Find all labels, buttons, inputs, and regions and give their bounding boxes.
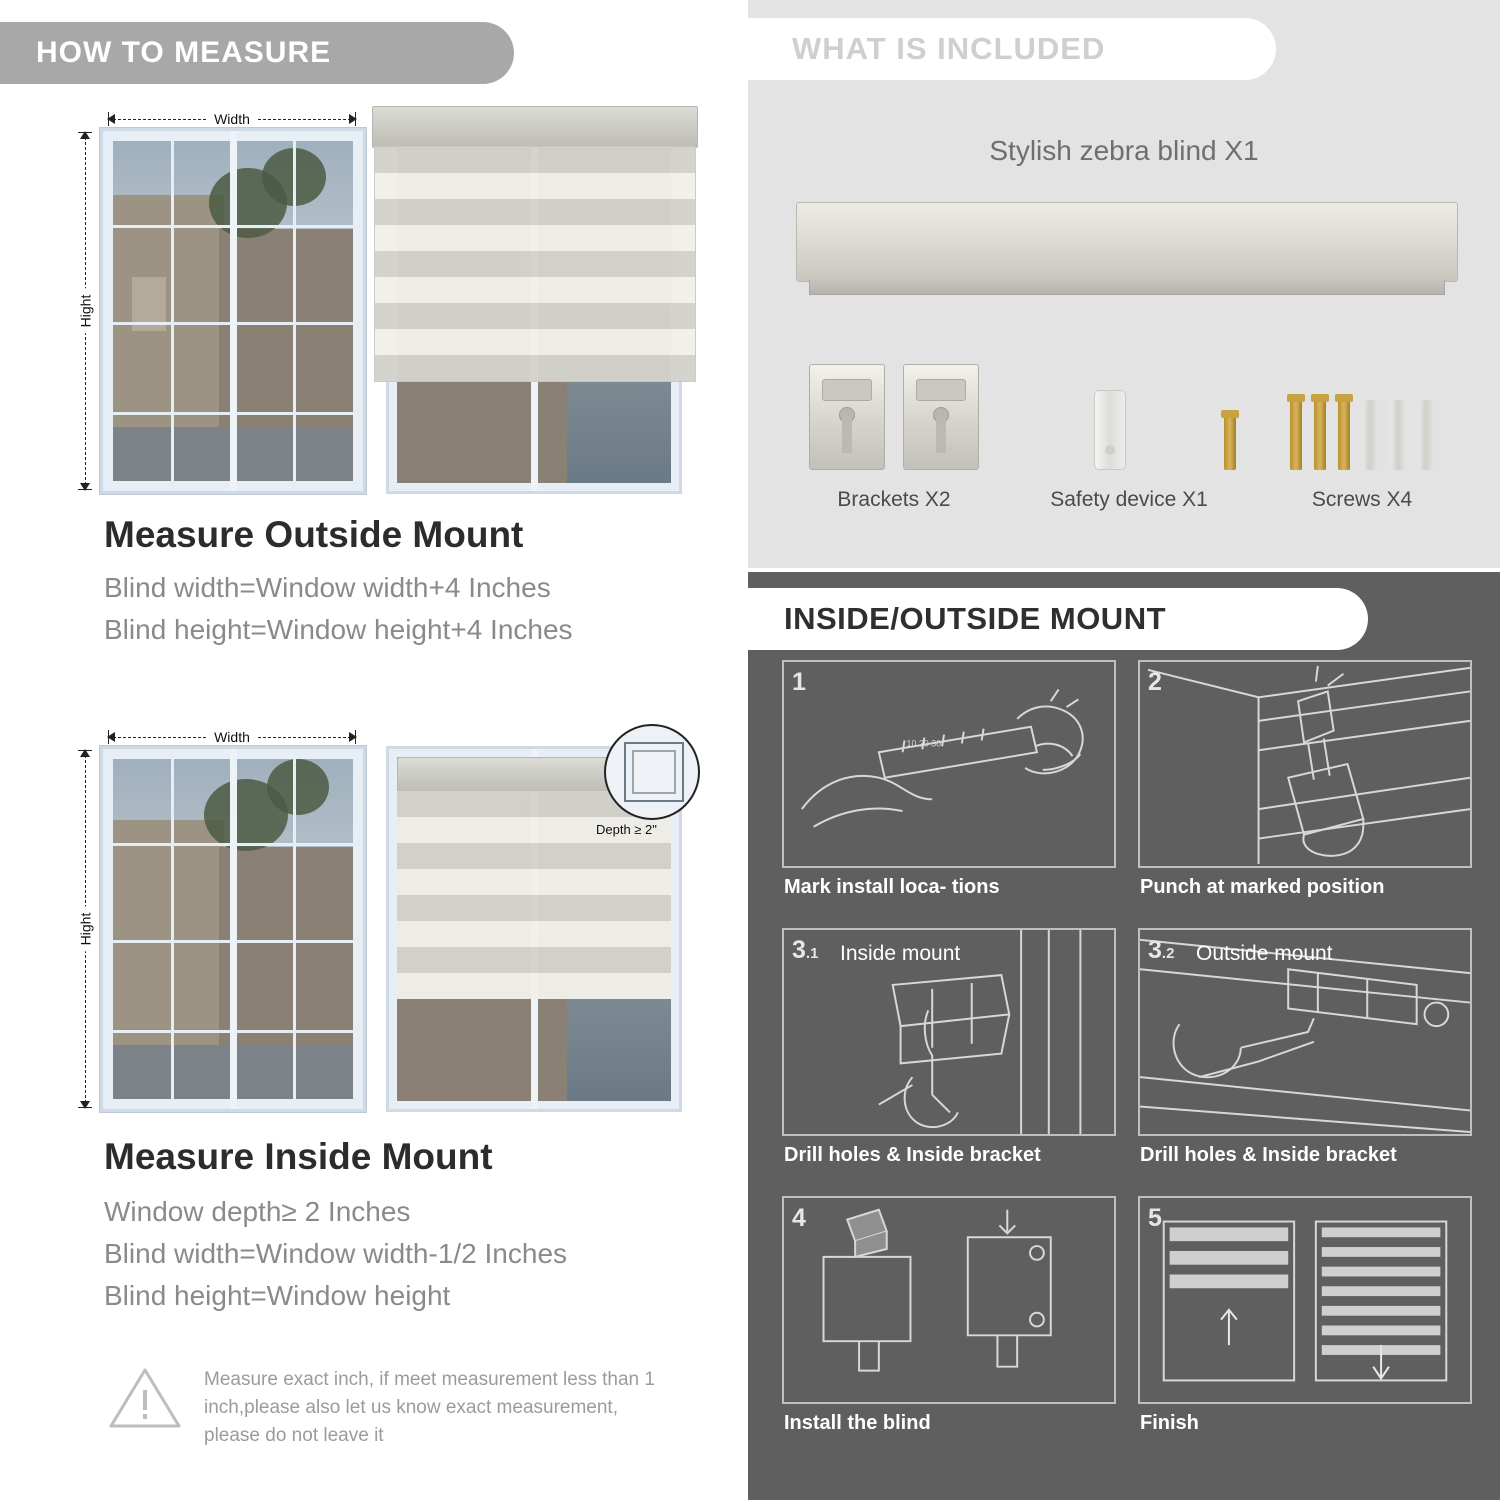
outside-width-dimension: [108, 110, 356, 128]
inside-width-label: Width: [208, 729, 256, 745]
inside-mount-line2: Blind width=Window width-1/2 Inches: [104, 1238, 568, 1269]
bracket-icon-2: [903, 364, 979, 470]
bracket-icon-1: [809, 364, 885, 470]
inside-mount-line1: Window depth≥ 2 Inches: [104, 1196, 411, 1227]
outside-height-label: Hight: [77, 289, 93, 334]
depth-detail-circle: [604, 724, 700, 820]
zebra-fabric-outside: [374, 146, 696, 382]
part-safety-device: [1022, 360, 1236, 512]
depth-caption: Depth ≥ 2": [596, 822, 657, 837]
inside-mount-line3: Blind height=Window height: [104, 1280, 451, 1311]
step-3-1-caption: Drill holes & Inside bracket: [784, 1144, 1041, 1166]
step-4-caption: Install the blind: [784, 1412, 931, 1434]
step-2-caption: Punch at marked position: [1140, 876, 1385, 898]
screw-icon-2: [1314, 394, 1326, 470]
part-screws: [1262, 360, 1462, 512]
step-5-caption: Finish: [1140, 1412, 1199, 1434]
step-5: [1138, 1196, 1472, 1404]
screws-label: Screws X4: [1311, 488, 1413, 511]
step-5-sketch: [1140, 1198, 1470, 1402]
brackets-label: Brackets X2: [837, 488, 951, 511]
screw-icon-3: [1338, 394, 1350, 470]
how-to-measure-panel: [0, 0, 742, 1500]
outside-mount-illustration: [0, 100, 742, 645]
outside-width-label: Width: [208, 111, 256, 127]
step-2-sketch: [1140, 662, 1470, 866]
step-5-number: 5: [1148, 1204, 1162, 1232]
step-3-2: [1138, 928, 1472, 1136]
window-without-blind: [100, 128, 366, 494]
step-1-sketch: [784, 662, 1114, 866]
how-to-measure-badge: HOW TO MEASURE: [0, 22, 514, 84]
step-4: [782, 1196, 1116, 1404]
measure-note: [108, 1366, 668, 1450]
zebra-blind-product: [796, 202, 1458, 282]
step-4-sketch: [784, 1198, 1114, 1402]
safety-device-label: Safety device X1: [1050, 488, 1208, 511]
step-3-2-caption: Drill holes & Inside bracket: [1140, 1144, 1397, 1166]
warning-triangle-icon: [108, 1366, 182, 1430]
step-4-number: 4: [792, 1204, 806, 1232]
outside-height-dimension: [76, 132, 94, 490]
included-blind-title: Stylish zebra blind X1: [989, 135, 1259, 166]
measure-note-text: Measure exact inch, if meet measurement less than 1 inch,please also let us know exact measurement, please do not leave it: [204, 1369, 655, 1446]
step-2: [1138, 660, 1472, 868]
what-is-included-badge: WHAT IS INCLUDED: [748, 18, 1276, 80]
part-brackets: [798, 360, 990, 512]
outside-mount-line1: Blind width=Window width+4 Inches: [104, 572, 551, 603]
step-3-1-number: 3.1: [792, 936, 819, 964]
window-without-blind-2: [100, 746, 366, 1112]
step-1: [782, 660, 1116, 868]
screw-icon-0: [1224, 410, 1236, 470]
blind-headrail-outside: [372, 106, 698, 148]
inside-height-label: Hight: [77, 907, 93, 952]
screw-icon-1: [1290, 394, 1302, 470]
inside-mount-illustration: [0, 718, 742, 1311]
outside-mount-line2: Blind height=Window height+4 Inches: [104, 614, 573, 645]
step-3-2-inline-label: Outside mount: [1196, 942, 1333, 965]
step-3-1: [782, 928, 1116, 1136]
outside-mount-heading: Measure Outside Mount: [104, 514, 524, 555]
inside-mount-heading: Measure Inside Mount: [104, 1136, 493, 1177]
inside-width-dimension: [108, 728, 356, 746]
svg-text:10 20 30: 10 20 30: [906, 738, 942, 749]
wall-anchor-icon-3: [1418, 400, 1434, 470]
wall-anchor-icon-2: [1390, 400, 1406, 470]
step-2-number: 2: [1148, 668, 1162, 696]
inside-outside-mount-badge: INSIDE/OUTSIDE MOUNT: [748, 588, 1368, 650]
step-3-1-inline-label: Inside mount: [840, 942, 961, 965]
safety-device-icon: [1094, 390, 1126, 470]
step-1-caption: Mark install loca- tions: [784, 876, 1000, 898]
step-1-number: 1: [792, 668, 806, 696]
inside-height-dimension: [76, 750, 94, 1108]
step-3-2-number: 3.2: [1148, 936, 1175, 964]
wall-anchor-icon-1: [1362, 400, 1378, 470]
